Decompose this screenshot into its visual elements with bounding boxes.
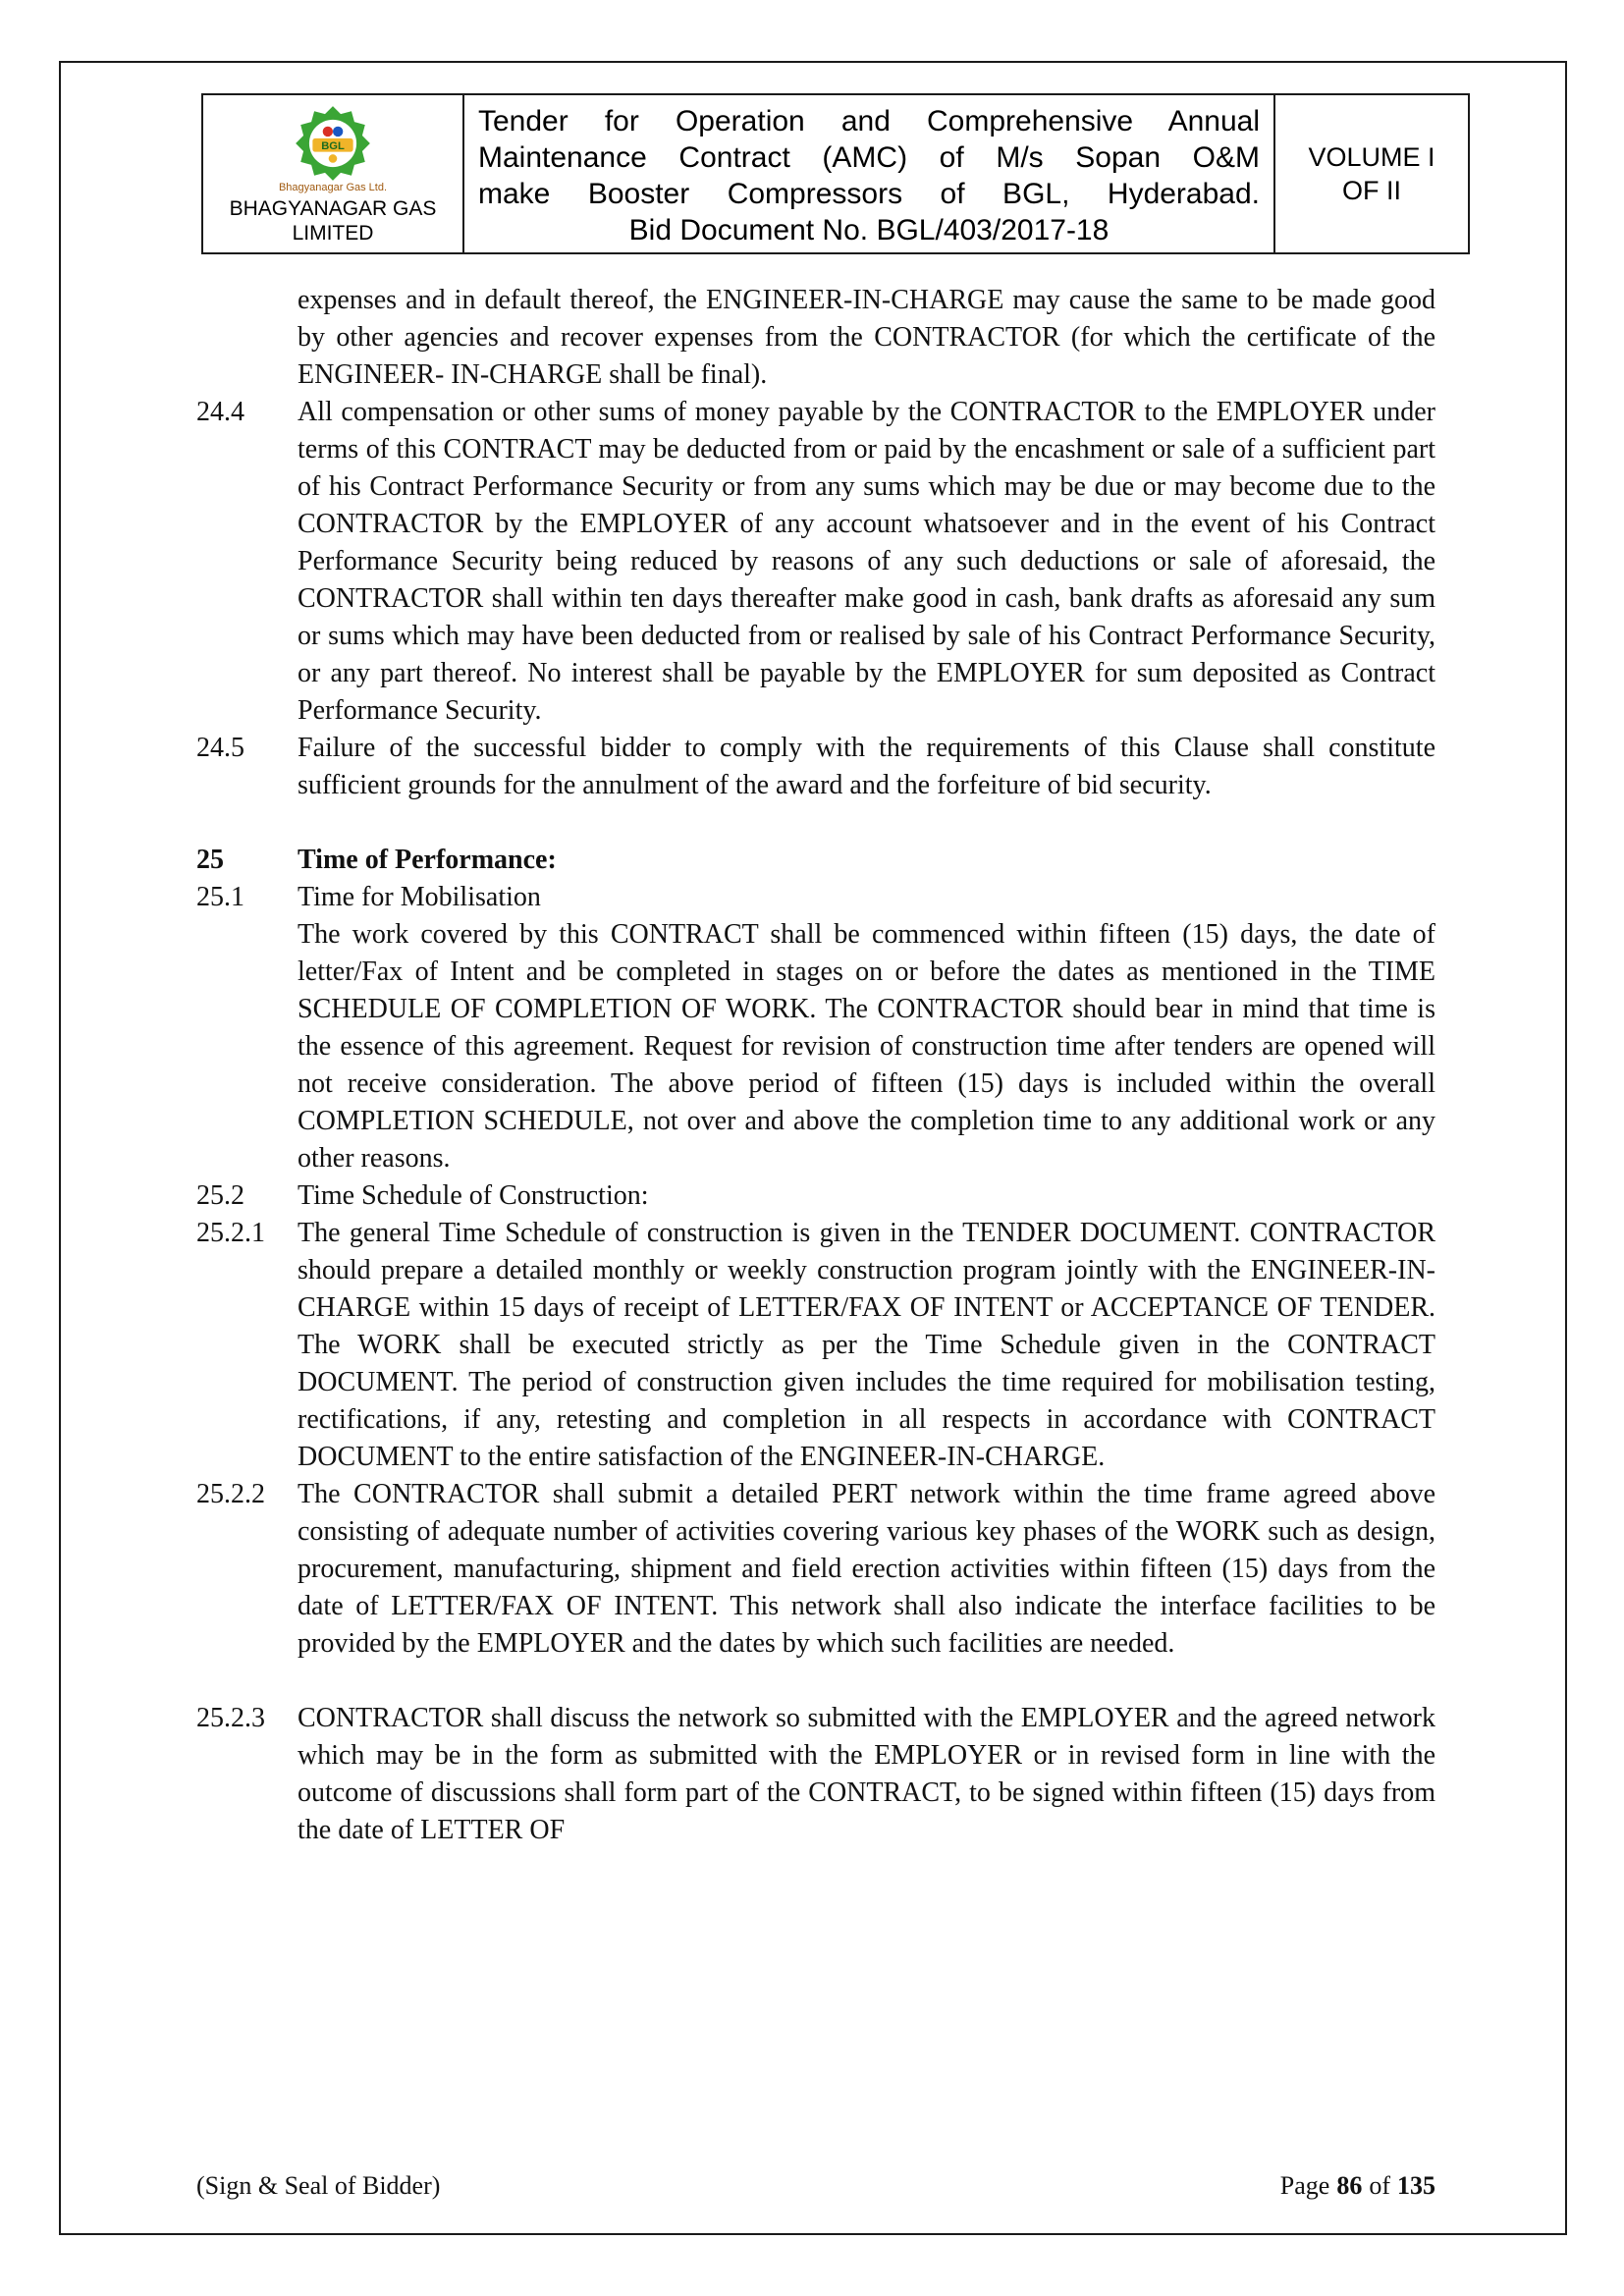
page-total: 135: [1397, 2171, 1435, 2200]
clause-number: 25.2: [196, 1180, 244, 1211]
document-header: [201, 93, 1470, 254]
page-current: 86: [1336, 2171, 1363, 2200]
clause-number: 25.2.3: [196, 1703, 265, 1733]
document-title-line-1: Tender for Operation and Comprehensive Annual: [478, 105, 1260, 137]
volume-line-1: VOLUME I: [1308, 142, 1435, 172]
page-indicator: [1280, 2170, 1435, 2202]
clause-row-24-5: [196, 730, 1435, 804]
clause-row-25-2: [196, 1177, 1435, 1215]
clause-number: 24.4: [196, 397, 244, 427]
clause-text: Time Schedule of Construction:: [298, 1180, 649, 1211]
section-heading-text: Time of Performance:: [298, 845, 557, 875]
clause-text: The work covered by this CONTRACT shall be commenced within fifteen (15) days, the date of letter/Fax of Intent and be completed in stages on or before the dates as mentioned in the TIME SCHEDULE OF COMPLETION OF WORK. The CONTRACTOR should bear in mind that time is the essence of this agreement. Request for revision of construction time after tenders are opened will not receive consideration. The above period of fifteen (15) days is included within the overall COMPLETION SCHEDULE, not over and above the completion time to any additional work or any other reasons.: [298, 919, 1435, 1174]
clause-row-25-2-3: [196, 1700, 1435, 1849]
clause-text: Time for Mobilisation: [298, 882, 541, 912]
logo-caption: Bhagyanagar Gas Ltd.: [278, 182, 388, 193]
clause-text: expenses and in default thereof, the ENGINEER-IN-CHARGE may cause the same to be made good by other agencies and recover expenses from the CONTRACTOR (for which the certificate of the ENGINEER- IN-CHARGE shall be final).: [298, 285, 1435, 390]
clause-number: 25.2.2: [196, 1479, 265, 1509]
clause-text: The general Time Schedule of construction is given in the TENDER DOCUMENT. CONTRACTOR should prepare a detailed monthly or weekly construction program jointly with the ENGINEER-IN-CHARGE within 15 days of receipt of LETTER/FAX OF INTENT or ACCEPTANCE OF TENDER. The WORK shall be executed strictly as per the Time Schedule given in the CONTRACT DOCUMENT. The period of construction given includes the time required for mobilisation testing, rectifications, if any, retesting and completion in all respects in accordance with CONTRACT DOCUMENT to the entire satisfaction of the ENGINEER-IN-CHARGE.: [298, 1218, 1435, 1472]
volume-cell: [1275, 95, 1468, 252]
clause-row-24-4: [196, 394, 1435, 730]
clause-text: Failure of the successful bidder to comply with the requirements of this Clause shall constitute sufficient grounds for the annulment of the award and the forfeiture of bid security.: [298, 733, 1435, 800]
page-word: Page: [1279, 2171, 1330, 2200]
svg-text:BGL: BGL: [321, 140, 345, 153]
document-title-cell: [464, 95, 1275, 252]
clause-number: 25.2.1: [196, 1218, 265, 1248]
organization-name-line2: LIMITED: [292, 222, 374, 245]
clause-text: The CONTRACTOR shall submit a detailed PERT network within the time frame agreed above consisting of adequate number of activities covering various key phases of the WORK such as design, procurement, manufacturing, shipment and field erection activities within fifteen (15) days from the date of LETTER/FAX OF INTENT. This network shall also indicate the interface facilities to be provided by the EMPLOYER and the dates by which such facilities are needed.: [298, 1479, 1435, 1659]
clause-number: 25.1: [196, 882, 244, 912]
of-word: of: [1369, 2171, 1390, 2200]
volume-line-2: OF II: [1342, 176, 1401, 205]
document-title-line-2: Maintenance Contract (AMC) of M/s Sopan O&M: [478, 141, 1260, 174]
clause-text: All compensation or other sums of money payable by the CONTRACTOR to the EMPLOYER under terms of this CONTRACT may be deducted from or paid by the encashment or sale of a sufficient part of his Contract Performance Security or from any sums which may be due or may become due to the CONTRACTOR by the EMPLOYER of any account whatsoever and in the event of his Contract Performance Security being reduced by reasons of any such deductions or sale of aforesaid, the CONTRACTOR shall within ten days thereafter make good in cash, bank drafts as aforesaid any sum or sums which may have been deducted from or realised by sale of his Contract Performance Security, or any part thereof. No interest shall be payable by the EMPLOYER for sum deposited as Contract Performance Security.: [298, 397, 1435, 726]
organization-name: [230, 196, 437, 246]
bid-document-number: Bid Document No. BGL/403/2017-18: [628, 214, 1110, 246]
organization-name-line1: BHAGYANAGAR GAS: [229, 197, 437, 220]
clause-row-25-1-title: [196, 879, 1435, 916]
document-body: [196, 282, 1435, 1849]
document-footer: [196, 2170, 1435, 2202]
logo-cell: [203, 95, 464, 252]
clause-text: CONTRACTOR shall discuss the network so submitted with the EMPLOYER and the agreed network which may be in the form as submitted with the EMPLOYER or in revised form in line with the outcome of discussions shall form part of the CONTRACT, to be signed within fifteen (15) days from the date of LETTER OF: [298, 1703, 1435, 1845]
clause-row-25-1-body: [196, 916, 1435, 1177]
clause-row-25-2-2: [196, 1476, 1435, 1663]
sign-seal-note: (Sign & Seal of Bidder): [196, 2171, 441, 2200]
clause-row-25-2-1: [196, 1215, 1435, 1476]
section-heading-25: [196, 842, 1435, 879]
company-logo-icon: [291, 101, 375, 186]
clause-number: 25: [196, 845, 224, 875]
clause-number: [196, 916, 298, 1177]
clause-row-continuation: [196, 282, 1435, 394]
document-title-line-3: make Booster Compressors of BGL, Hyderabad.: [478, 178, 1260, 210]
clause-number: [196, 282, 298, 394]
clause-number: 24.5: [196, 733, 244, 763]
